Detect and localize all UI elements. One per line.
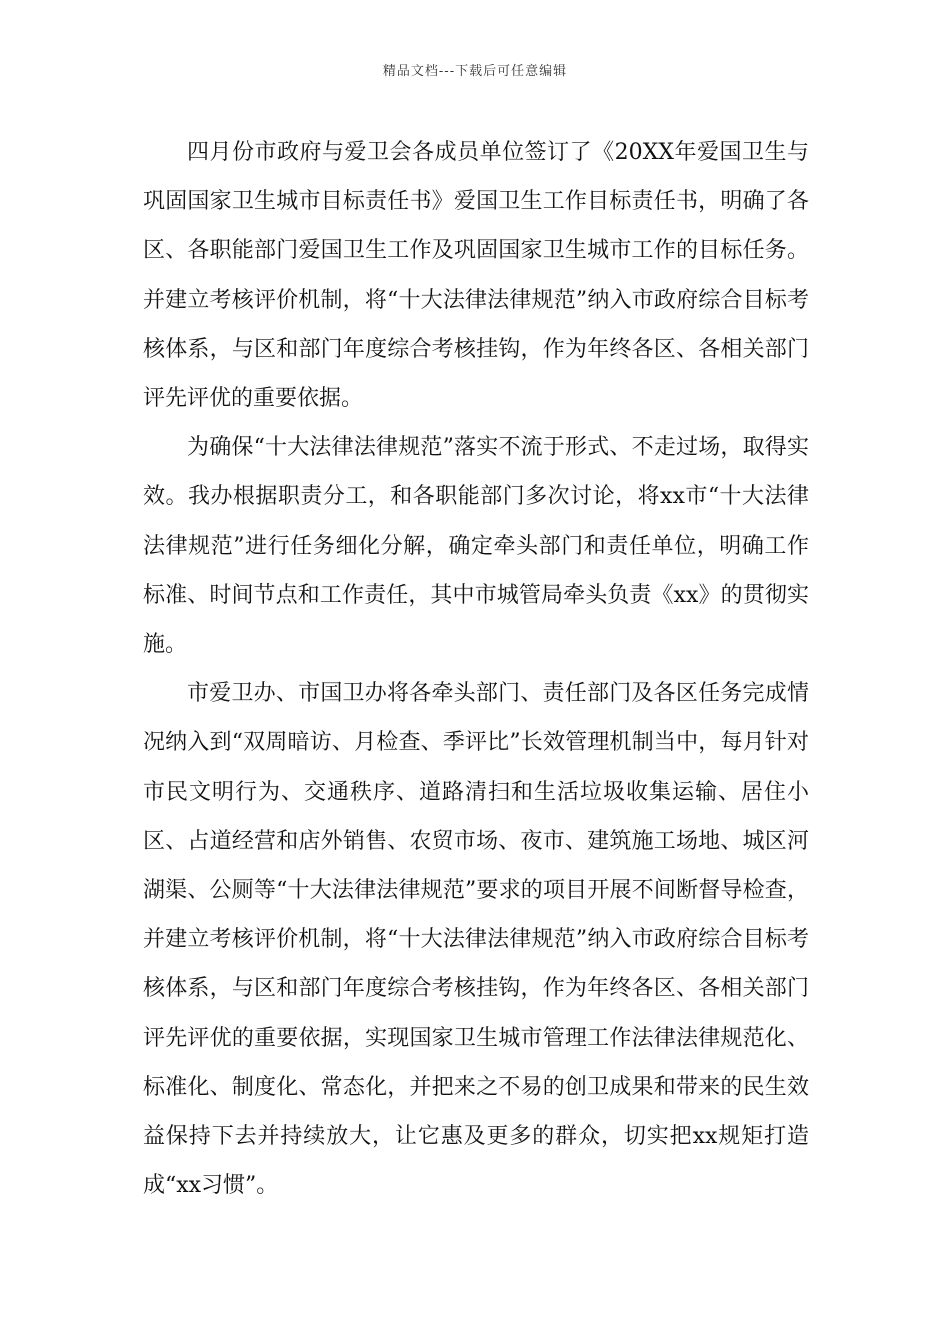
paragraph-2: 为确保“十大法律法律规范”落实不流于形式、不走过场，取得实效。我办根据职责分工，和各职能部门多次讨论，将xx市“十大法律法律规范”进行任务细化分解，确定牵头部门和责任单位，明确工作标准、时间节点和工作责任，其中市城管局牵头负责《xx》的贯彻实施。 bbox=[143, 435, 809, 658]
paragraph-1: 四月份市政府与爱卫会各成员单位签订了《20XX年爱国卫生与巩固国家卫生城市目标责任书》爱国卫生工作目标责任书，明确了各区、各职能部门爱国卫生工作及巩固国家卫生城市工作的目标任务。并建立考核评价机制，将“十大法律法律规范”纳入市政府综合目标考核体系，与区和部门年度综合考核挂钩，作为年终各区、各相关部门评先评优的重要依据。 bbox=[143, 140, 809, 412]
page-header: 精品文档---下载后可任意编辑 bbox=[382, 64, 568, 79]
document-body bbox=[143, 128, 809, 1210]
paragraph-3: 市爱卫办、市国卫办将各牵头部门、责任部门及各区任务完成情况纳入到“双周暗访、月检查、季评比”长效管理机制当中，每月针对市民文明行为、交通秩序、道路清扫和生活垃圾收集运输、居住小区、占道经营和店外销售、农贸市场、夜市、建筑施工场地、城区河湖渠、公厕等“十大法律法律规范”要求的项目开展不间断督导检查，并建立考核评价机制，将“十大法律法律规范”纳入市政府综合目标考核体系，与区和部门年度综合考核挂钩，作为年终各区、各相关部门评先评优的重要依据，实现国家卫生城市管理工作法律法律规范化、标准化、制度化、常态化，并把来之不易的创卫成果和带来的民生效益保持下去并持续放大，让它惠及更多的群众，切实把xx规矩打造成“xx习惯”。 bbox=[143, 681, 809, 1199]
